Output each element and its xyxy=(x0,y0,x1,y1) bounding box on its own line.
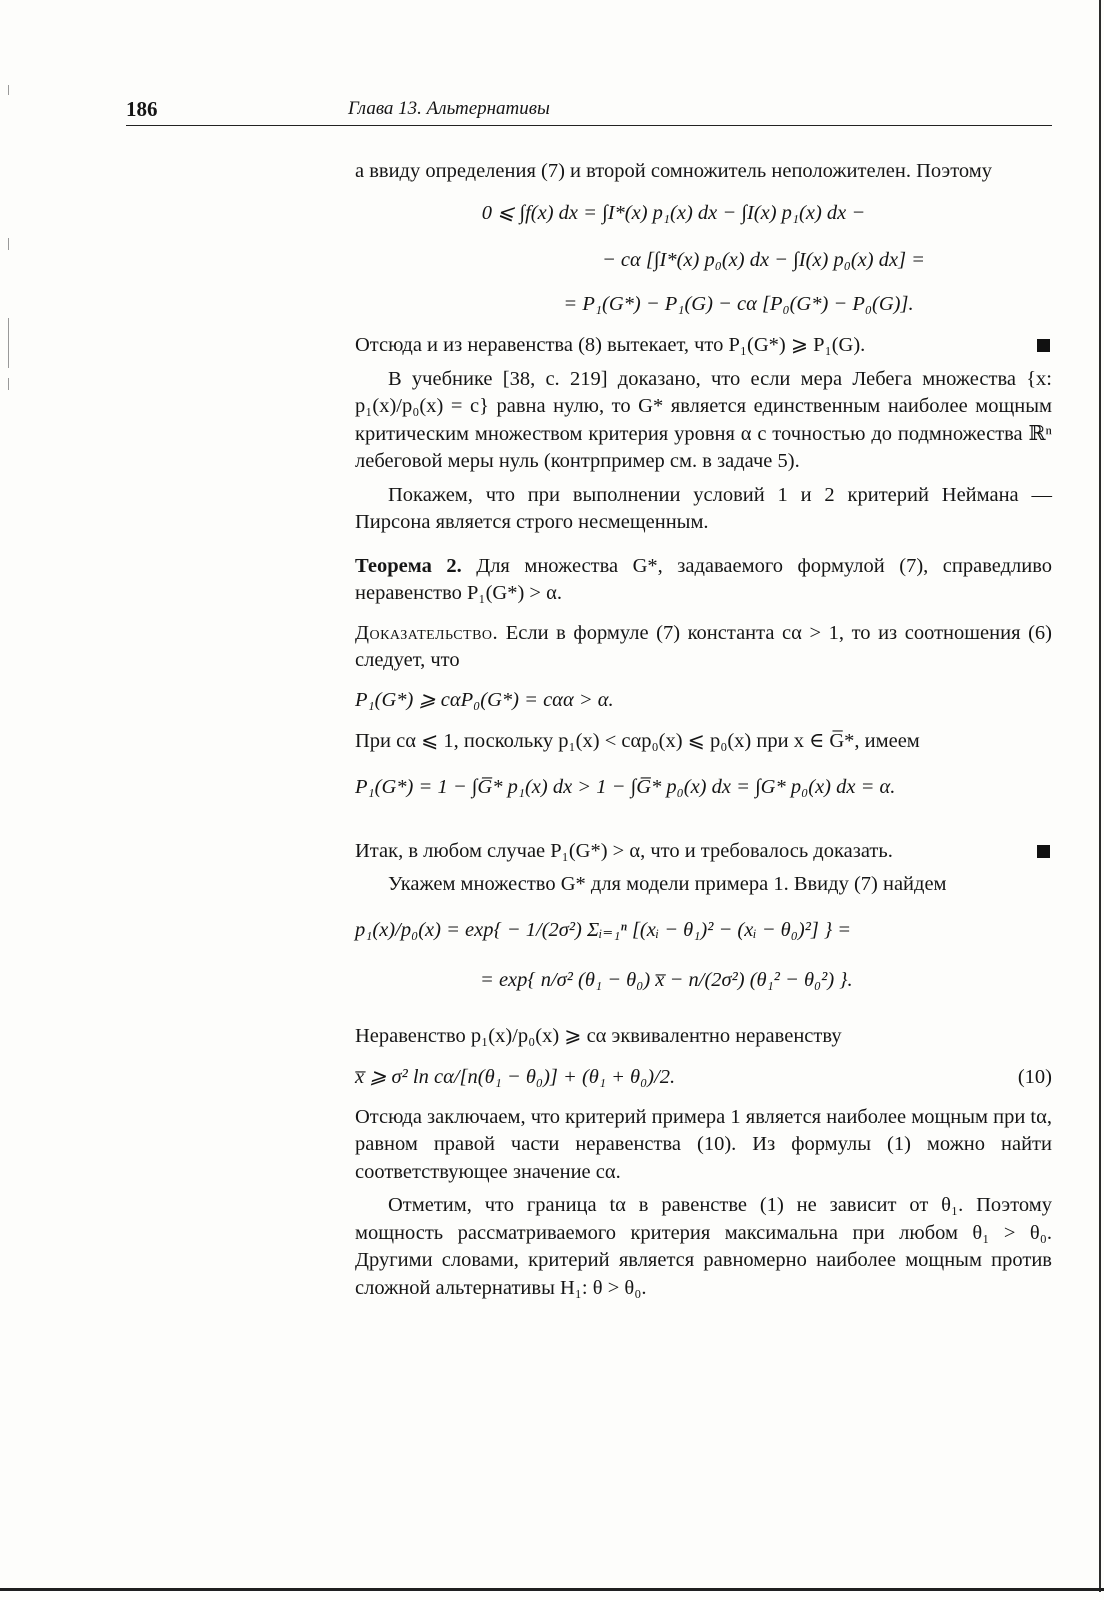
paragraph: а ввиду определения (7) и второй сомножитель неположителен. Поэтому xyxy=(355,160,992,182)
equation-exp-line-2: = exp{ n/σ² (θ₁ − θ₀) x̅ − n/(2σ²) (θ₁² − θ₀²) }. xyxy=(480,968,853,991)
paragraph: При cα ⩽ 1, поскольку p₁(x) < cαp₀(x) ⩽ p₀(x) при x ∈ G̅*, имеем xyxy=(355,730,920,752)
theorem xyxy=(355,553,1052,608)
page-number: 186 xyxy=(126,97,158,121)
paragraph: В учебнике [38, с. 219] доказано, что если мера Лебега множества {x: p₁(x)/p₀(x) = c} равна нулю, то G* является единственным наиболее мощным критическим множеством критерия уровня α с точностью до подмножества ℝⁿ лебеговой меры нуль (контрпример см. в задаче 5). xyxy=(355,367,1052,472)
qed-square-icon xyxy=(1037,339,1050,352)
equation-10: x̅ ⩾ σ² ln cα/[n(θ₁ − θ₀)] + (θ₁ + θ₀)/2. xyxy=(355,1066,676,1088)
theorem-label: Теорема 2. xyxy=(355,554,462,577)
chapter-title: Глава 13. Альтернативы xyxy=(348,98,550,119)
margin-mark xyxy=(8,318,9,368)
equation-exp-line-1: p₁(x)/p₀(x) = exp{ − 1/(2σ²) Σᵢ₌₁ⁿ [(xᵢ − θ₁)² − (xᵢ − θ₀)²] } = xyxy=(355,918,852,941)
paragraph-with-qed xyxy=(355,838,1052,866)
equation-integral-line-2: − cα [∫I*(x) p₀(x) dx − ∫I(x) p₀(x) dx] = xyxy=(601,249,926,271)
page-body xyxy=(355,158,1052,1302)
margin-mark xyxy=(8,378,9,390)
proof-text: Если в формуле (7) константа cα > 1, то из соотношения (6) следует, что xyxy=(355,621,1052,671)
paragraph: Неравенство p₁(x)/p₀(x) ⩾ cα эквивалентно неравенству xyxy=(355,1024,842,1047)
paragraph-text: Отсюда и из неравенства (8) вытекает, что P₁(G*) ⩾ P₁(G). xyxy=(355,334,866,356)
paragraph-text: Итак, в любом случае P₁(G*) > α, что и требовалось доказать. xyxy=(355,839,893,862)
equation-proof-1: P₁(G*) ⩾ cαP₀(G*) = cαα > α. xyxy=(355,688,614,711)
margin-mark xyxy=(8,85,9,95)
equation-integral-line-3: = P₁(G*) − P₁(G) − cα [P₀(G*) − P₀(G)]. xyxy=(563,292,914,315)
qed-square-icon xyxy=(1037,845,1050,858)
equation-proof-2: P₁(G*) = 1 − ∫G̅* p₁(x) dx > 1 − ∫G̅* p₀(x) dx = ∫G* p₀(x) dx = α. xyxy=(355,775,896,798)
running-head xyxy=(126,95,1052,126)
paragraph: Укажем множество G* для модели примера 1. Ввиду (7) найдем xyxy=(388,873,947,895)
equation-integral-line-1: 0 ⩽ ∫f(x) dx = ∫I*(x) p₁(x) dx − ∫I(x) p₁(x) dx − xyxy=(481,201,866,224)
proof xyxy=(355,620,1052,675)
paragraph: Покажем, что при выполнении условий 1 и 2 критерий Неймана — Пирсона является строго несмещенным. xyxy=(355,483,1052,533)
paragraph: Отметим, что граница tα в равенстве (1) не зависит от θ₁. Поэтому мощность рассматриваемого критерия максимальна при любом θ₁ > θ₀. Другими словами, критерий является равномерно наиболее мощным против сложной альтернативы H₁: θ > θ₀. xyxy=(355,1194,1052,1299)
paragraph-with-qed xyxy=(355,332,1052,360)
theorem-text: Для множества G*, задаваемого формулой (7), справедливо неравенство P₁(G*) > α. xyxy=(355,554,1053,604)
margin-mark xyxy=(8,238,9,250)
proof-label: Доказательство. xyxy=(355,621,499,644)
equation-10-row xyxy=(355,1064,1052,1092)
paragraph: Отсюда заключаем, что критерий примера 1 является наиболее мощным при tα, равном правой части неравенства (10). Из формулы (1) можно найти соответствующее значение cα. xyxy=(355,1105,1052,1183)
equation-number: (10) xyxy=(1017,1066,1052,1088)
page-bottom-border xyxy=(0,1588,1104,1591)
page-right-border xyxy=(1099,0,1101,1592)
